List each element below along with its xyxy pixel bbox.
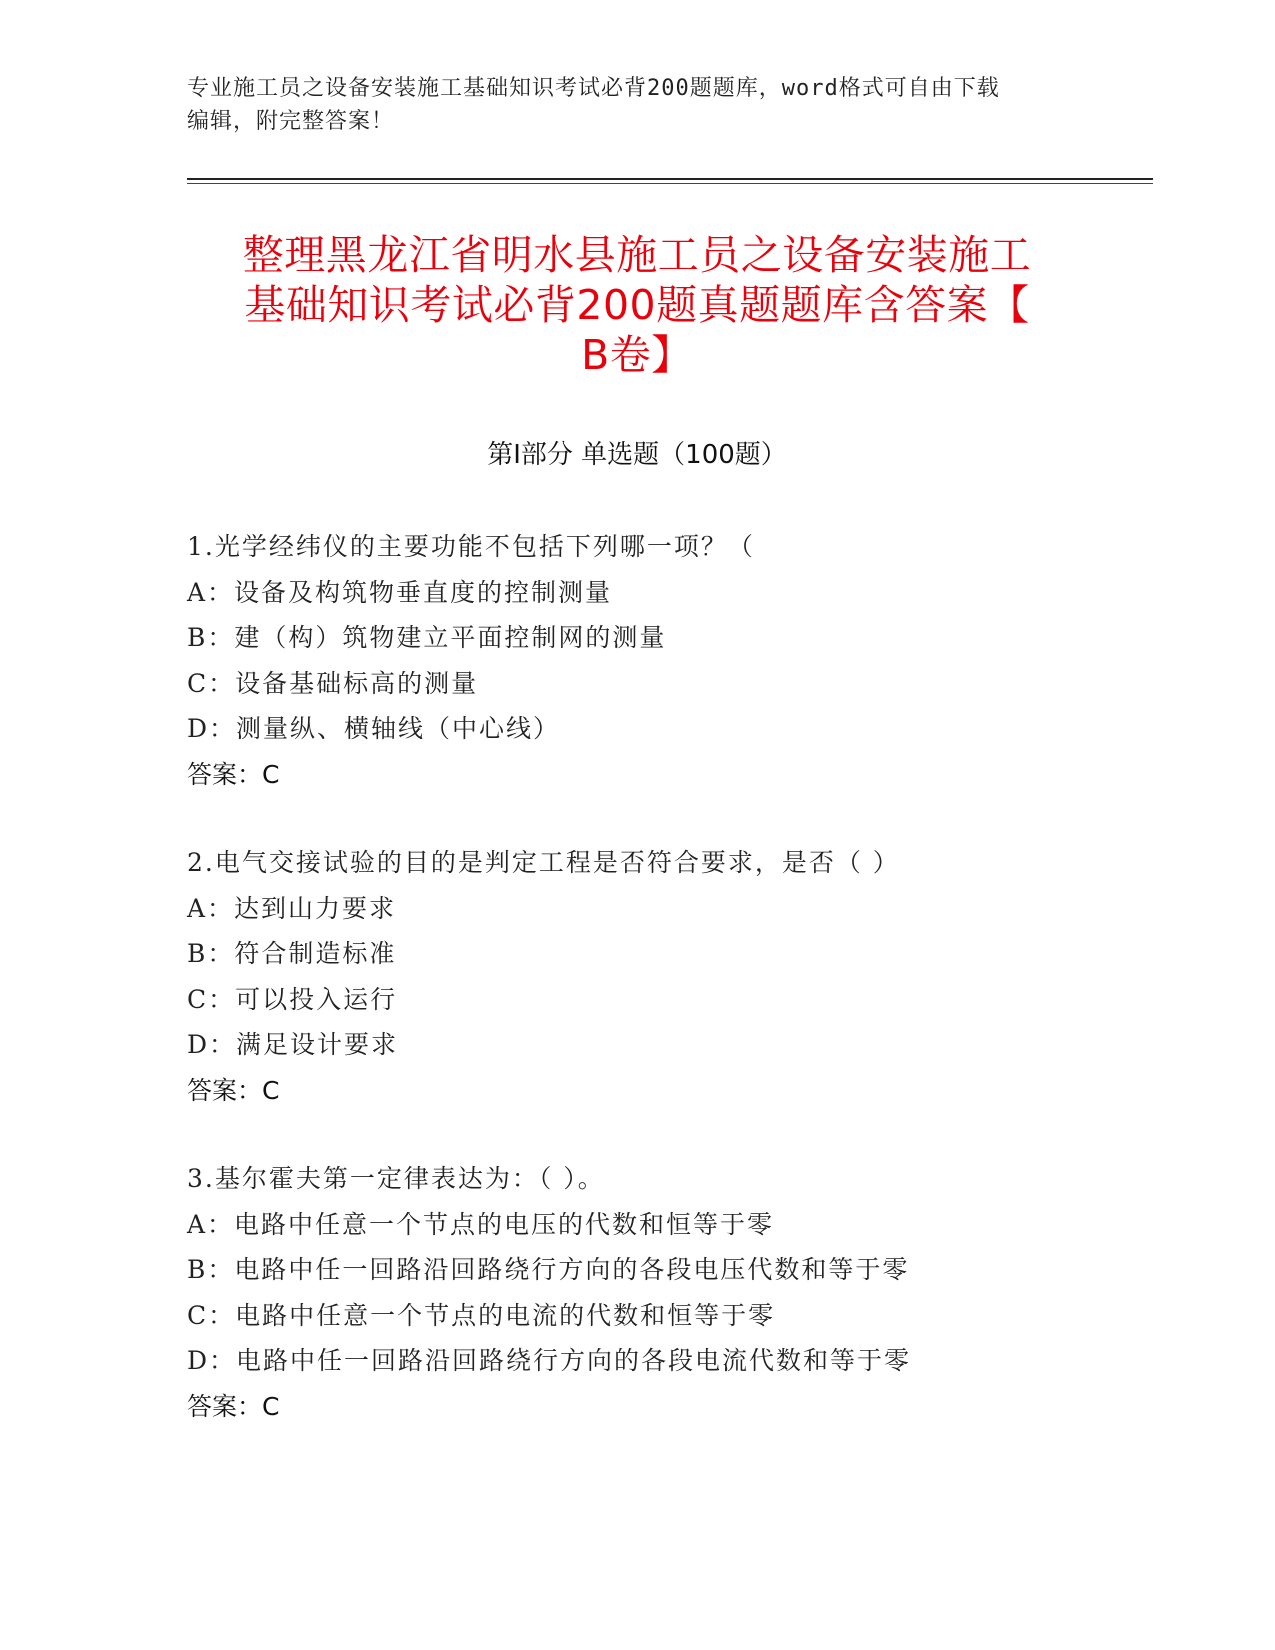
question-stem: 1.光学经纬仪的主要功能不包括下列哪一项？（ [187,532,755,561]
option-d: D：满足设计要求 [187,1030,399,1059]
document-title-line-1: 整理黑龙江省明水县施工员之设备安装施工 [242,231,1032,279]
option-d: D：电路中任一回路沿回路绕行方向的各段电流代数和等于零 [187,1346,912,1375]
option-a: A：电路中任意一个节点的电压的代数和恒等于零 [187,1209,775,1239]
document-title-line-3: B卷】 [581,331,693,379]
question-list [187,524,1153,1472]
option-d: D：测量纵、横轴线（中心线） [187,714,561,743]
answer: 答案：C [187,1075,280,1105]
header-note-line-1: 专业施工员之设备安装施工基础知识考试必背200题题库，word格式可自由下载 [187,76,1000,101]
document-title [187,230,1087,380]
header-divider-thick [187,178,1153,180]
question-3 [187,1156,1153,1429]
answer: 答案：C [187,1391,280,1421]
question-2 [187,840,1153,1113]
option-c: C：电路中任意一个节点的电流的代数和恒等于零 [187,1300,776,1330]
option-b: B：符合制造标准 [187,939,397,968]
option-a: A：达到山力要求 [187,893,397,923]
option-b: B：建（构）筑物建立平面控制网的测量 [187,623,667,652]
question-stem: 2.电气交接试验的目的是判定工程是否符合要求，是否（ ） [187,848,900,877]
answer: 答案：C [187,759,280,789]
option-c: C：设备基础标高的测量 [187,668,479,698]
header-note [187,72,1087,138]
question-stem: 3.基尔霍夫第一定律表达为：（ ）。 [187,1164,605,1193]
option-b: B：电路中任一回路沿回路绕行方向的各段电压代数和等于零 [187,1255,910,1284]
document-title-line-2: 基础知识考试必背200题真题题库含答案【 [244,281,1030,329]
question-1 [187,524,1153,797]
option-c: C：可以投入运行 [187,984,398,1014]
option-a: A：设备及构筑物垂直度的控制测量 [187,577,613,607]
section-title: 第I部分 单选题（100题） [487,440,787,470]
header-note-line-2: 编辑，附完整答案！ [187,109,395,134]
header-divider-thin [187,183,1153,184]
